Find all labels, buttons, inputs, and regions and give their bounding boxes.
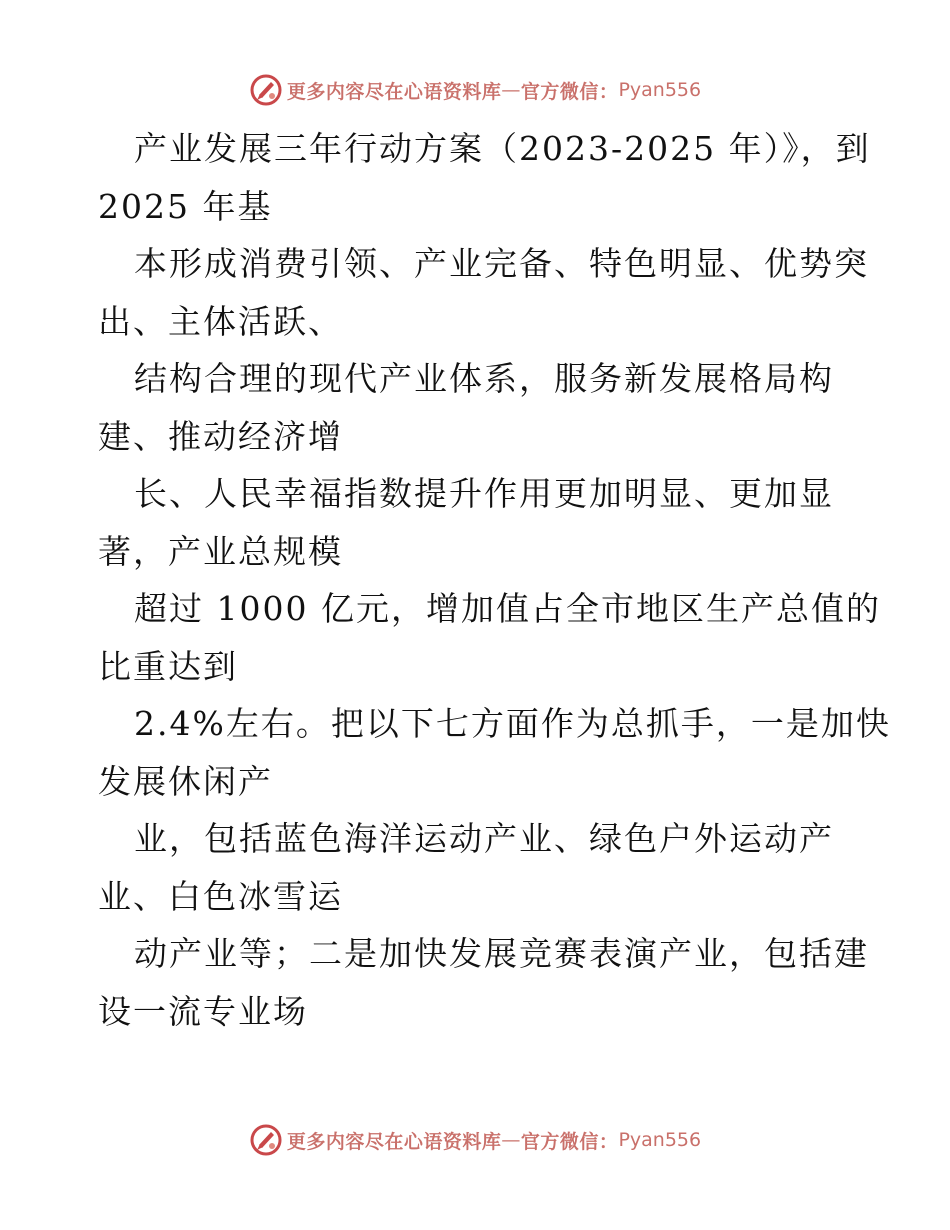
library-logo-icon: [249, 73, 283, 107]
body-line: 长、人民幸福指数提升作用更加明显、更加显: [134, 474, 834, 513]
body-line: 2025 年基: [98, 186, 273, 226]
body-line: 2.4%左右。把以下七方面作为总抓手，一是加快: [134, 704, 891, 743]
body-line: 建、推动经济增: [98, 416, 343, 456]
watermark-wechat-label: 官方微信：: [520, 1130, 619, 1153]
body-line: 发展休闲产: [98, 761, 273, 801]
body-line: 出、主体活跃、: [98, 301, 343, 341]
watermark-brand: 更多内容尽在心语资料库: [286, 1130, 502, 1153]
watermark-wechat-id: Pyan556: [618, 79, 702, 101]
document-body: [98, 120, 891, 1040]
watermark-brand: 更多内容尽在心语资料库: [286, 80, 502, 103]
body-line: 业，包括蓝色海洋运动产业、绿色户外运动产: [134, 819, 834, 858]
body-line: 产业发展三年行动方案（2023-2025 年）》，到: [134, 129, 871, 168]
body-line: 著，产业总规模: [98, 531, 343, 571]
body-line: 比重达到: [98, 646, 238, 686]
footer-watermark: [0, 1122, 950, 1158]
watermark-wechat-label: 官方微信：: [520, 80, 619, 103]
watermark-separator: —: [501, 1129, 521, 1151]
watermark-wechat-id: Pyan556: [618, 1129, 702, 1151]
header-watermark: [0, 72, 950, 108]
body-line: 设一流专业场: [98, 991, 308, 1031]
body-line: 业、白色冰雪运: [98, 876, 343, 916]
body-line: 超过 1000 亿元，增加值占全市地区生产总值的: [134, 589, 881, 628]
body-line: 本形成消费引领、产业完备、特色明显、优势突: [134, 244, 869, 283]
watermark-separator: —: [501, 79, 521, 101]
library-logo-icon: [249, 1123, 283, 1157]
body-line: 结构合理的现代产业体系，服务新发展格局构: [134, 359, 834, 398]
body-line: 动产业等；二是加快发展竞赛表演产业，包括建: [134, 934, 869, 973]
